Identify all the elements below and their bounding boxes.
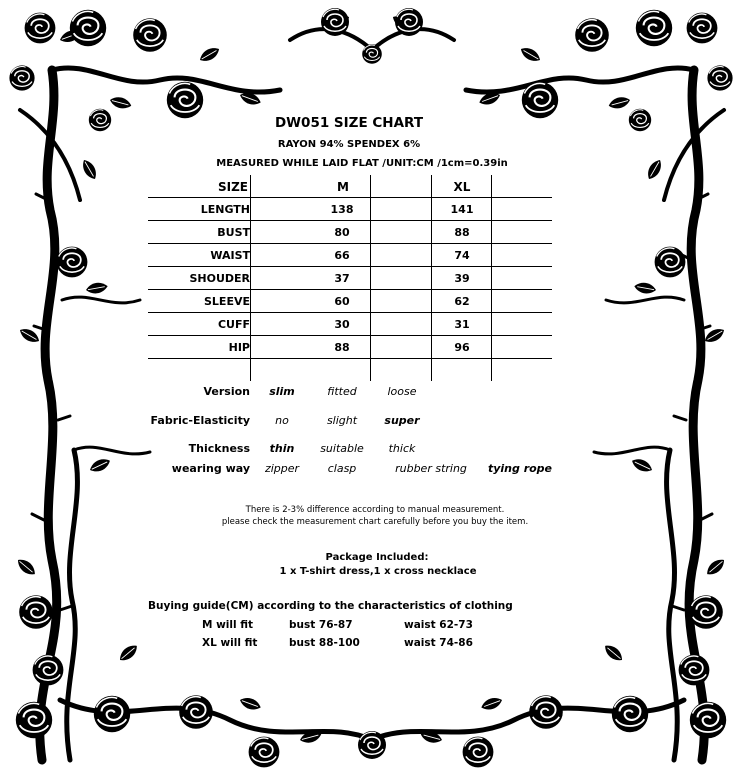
row-label: LENGTH: [200, 203, 250, 216]
guide-bust: bust 88-100: [289, 637, 360, 649]
row-xl-value: 74: [454, 249, 470, 262]
disclaimer-line: There is 2-3% difference according to manual measurement.: [245, 505, 505, 515]
row-m-value: 66: [334, 249, 350, 262]
row-xl-value: 141: [450, 203, 474, 216]
attribute-option: tying rope: [487, 462, 553, 475]
package-contents: 1 x T-shirt dress,1 x cross necklace: [279, 566, 477, 577]
row-xl-value: 62: [454, 295, 470, 308]
row-m-value: 138: [330, 203, 354, 216]
attribute-option: slim: [269, 385, 295, 398]
row-m-value: 37: [334, 272, 350, 285]
header-xl: XL: [453, 180, 471, 194]
attribute-option: rubber string: [395, 462, 467, 475]
row-xl-value: 96: [454, 341, 470, 354]
attribute-label: Version: [203, 385, 250, 398]
attribute-option: zipper: [264, 462, 300, 475]
guide-waist: waist 74-86: [404, 637, 473, 649]
package-heading: Package Included:: [325, 552, 429, 563]
header-size: SIZE: [217, 180, 248, 194]
attribute-label: Fabric-Elasticity: [150, 414, 250, 427]
row-m-value: 80: [334, 226, 350, 239]
attribute-option: suitable: [320, 442, 364, 455]
attribute-label: Thickness: [188, 442, 250, 455]
page-title: DW051 SIZE CHART: [274, 115, 424, 131]
row-label: CUFF: [217, 318, 250, 331]
buying-guide-heading: Buying guide(CM) according to the characteristics of clothing: [148, 600, 513, 612]
row-m-value: 60: [334, 295, 350, 308]
attribute-option: thick: [388, 442, 416, 455]
row-label: SHOUDER: [189, 272, 250, 285]
row-label: HIP: [228, 341, 250, 354]
header-m: M: [337, 180, 349, 194]
row-xl-value: 88: [454, 226, 470, 239]
attribute-option: thin: [269, 442, 295, 455]
attribute-option: fitted: [327, 385, 357, 398]
guide-size: XL will fit: [202, 637, 258, 649]
guide-bust: bust 76-87: [289, 619, 353, 631]
attribute-option: slight: [326, 414, 358, 427]
row-xl-value: 39: [454, 272, 470, 285]
row-label: SLEEVE: [204, 295, 250, 308]
attribute-option: no: [275, 414, 289, 427]
disclaimer-line: please check the measurement chart carefully before you buy the item.: [221, 517, 529, 527]
row-m-value: 88: [334, 341, 350, 354]
row-label: BUST: [217, 226, 250, 239]
attribute-option: loose: [387, 385, 417, 398]
row-m-value: 30: [334, 318, 350, 331]
attribute-option: clasp: [327, 462, 357, 475]
attribute-label: wearing way: [171, 462, 250, 475]
fabric-composition: RAYON 94% SPENDEX 6%: [277, 139, 421, 150]
measurement-note: MEASURED WHILE LAID FLAT /UNIT:CM /1cm=0.39in: [216, 158, 508, 169]
row-label: WAIST: [210, 249, 250, 262]
guide-waist: waist 62-73: [404, 619, 473, 631]
guide-size: M will fit: [202, 619, 254, 631]
attribute-option: super: [384, 414, 420, 427]
row-xl-value: 31: [454, 318, 470, 331]
